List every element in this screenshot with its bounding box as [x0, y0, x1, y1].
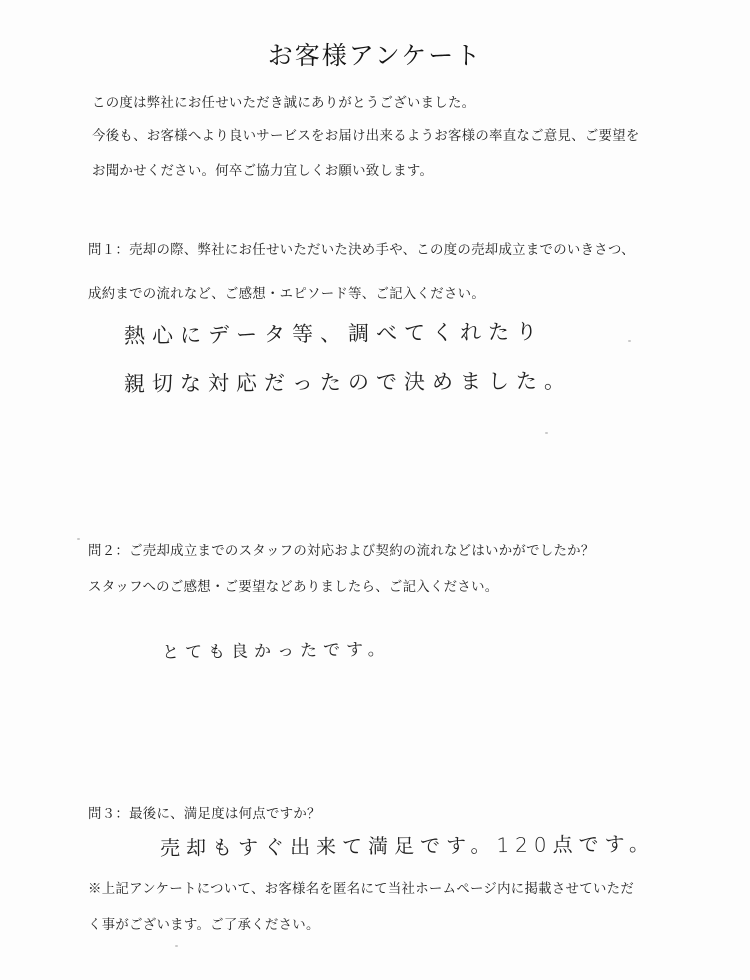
- answer-2: とても良かったです。: [161, 639, 391, 663]
- page-title: お客様アンケート: [267, 41, 483, 70]
- question-2-line-1: 問２：ご売却成立までのスタッフの対応および契約の流れなどはいかがでしたか？: [88, 544, 595, 559]
- question-2-line-2: スタッフへのご感想・ご要望などありましたら、ご記入ください。: [88, 580, 499, 595]
- answer-1-line-1: 熱心にデータ等、調べてくれたり: [123, 319, 545, 348]
- note-line-2: く事がございます。ご了承ください。: [88, 918, 320, 933]
- answer-3: 売却もすぐ出来て満足です。120点です。: [159, 831, 656, 860]
- intro-line-1: この度は弊社にお任せいただき誠にありがとうございました。: [92, 96, 476, 111]
- scan-speck: [628, 340, 631, 342]
- question-1-line-2: 成約までの流れなど、ご感想・エピソード等、ご記入ください。: [88, 287, 486, 302]
- question-3-line: 問３：最後に、満足度は何点ですか？: [88, 807, 321, 822]
- question-1-line-1: 問１：売却の際、弊社にお任せいただいた決め手や、この度の売却成立までのいきさつ、: [88, 243, 635, 258]
- intro-line-2: 今後も、お客様へより良いサービスをお届け出来るようお客様の率直なご意見、ご要望を: [92, 129, 640, 144]
- scan-speck: [77, 538, 80, 540]
- intro-line-3: お聞かせください。何卒ご協力宜しくお願い致します。: [92, 164, 434, 179]
- note-line-1: ※上記アンケートについて、お客様名を匿名にて当社ホームページ内に掲載させていただ: [88, 882, 635, 897]
- answer-1-line-2: 親切な対応だったので決めました。: [123, 368, 573, 396]
- scan-speck: [545, 432, 548, 434]
- scan-speck: [175, 945, 178, 947]
